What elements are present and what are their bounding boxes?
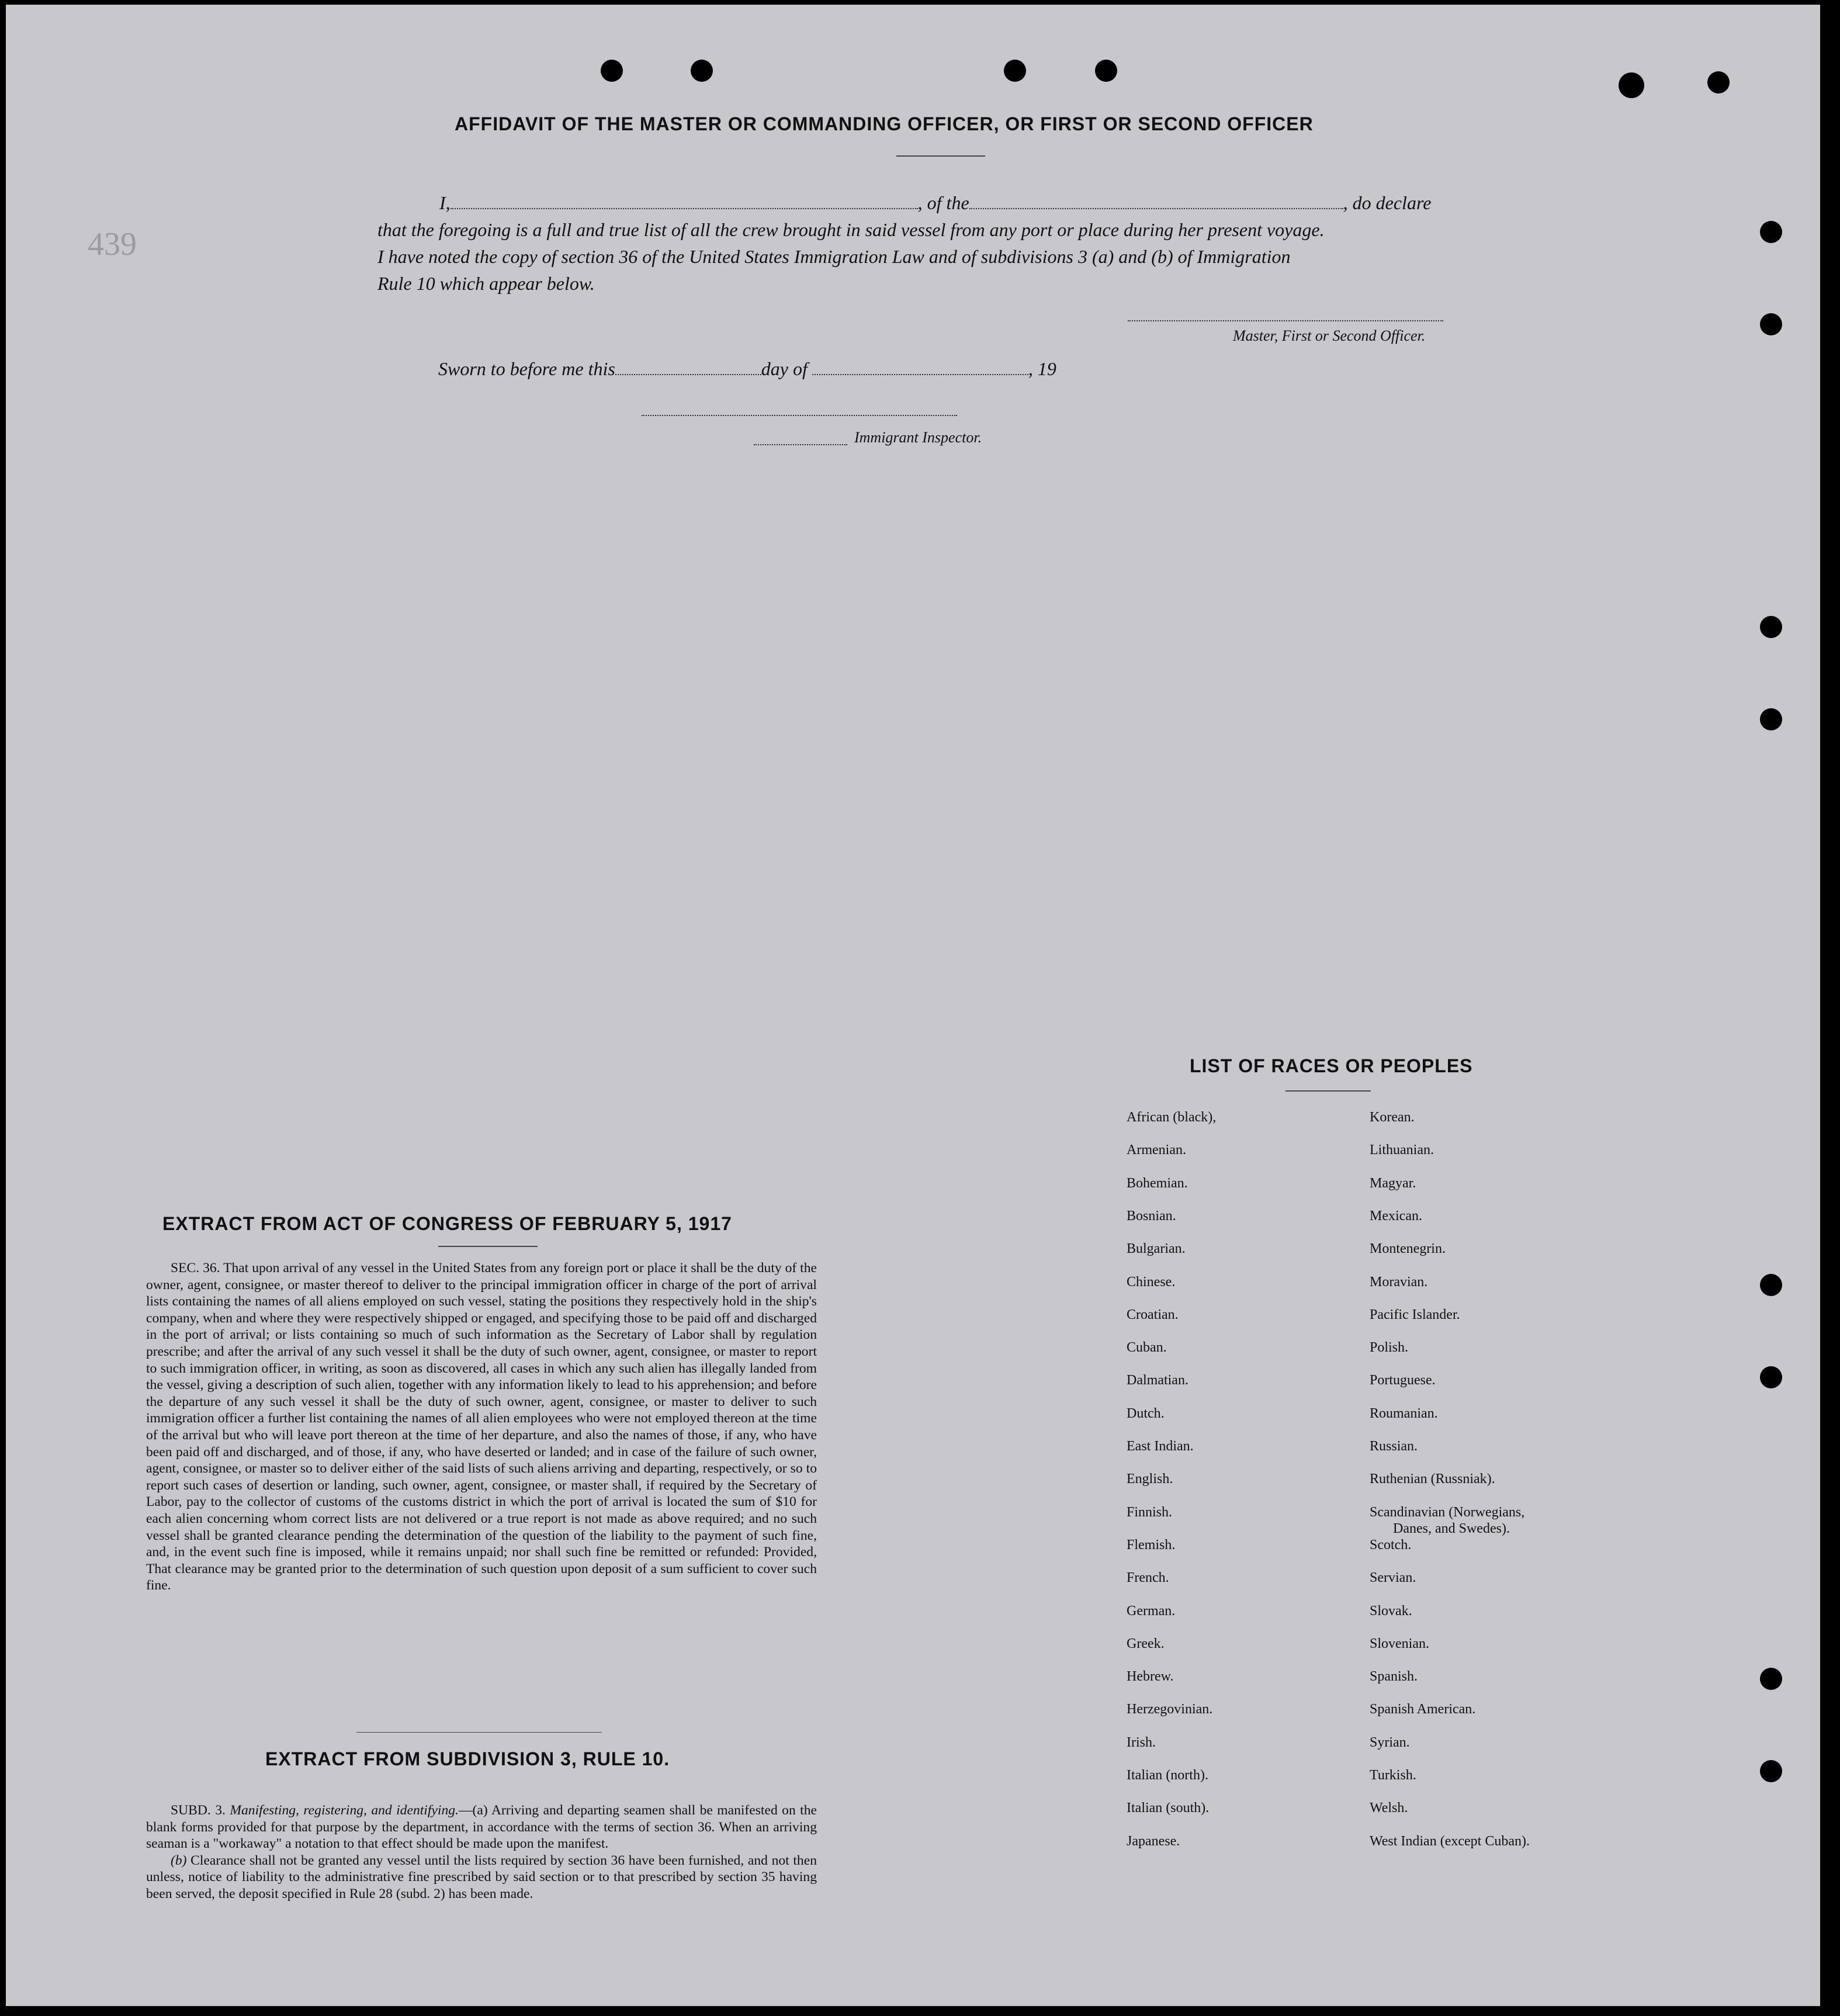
race-item: Spanish. [1370, 1669, 1418, 1685]
sworn-year: , 19 [1028, 358, 1056, 379]
race-item: Turkish. [1370, 1768, 1416, 1783]
race-item: African (black), [1127, 1110, 1217, 1125]
race-item: Syrian. [1370, 1734, 1410, 1750]
race-item: Japanese. [1127, 1833, 1180, 1849]
race-item: Flemish. [1127, 1537, 1176, 1553]
punch-hole [1095, 60, 1117, 82]
race-item: Danes, and Swedes). [1393, 1520, 1510, 1536]
race-item: Korean. [1370, 1110, 1415, 1125]
race-item: West Indian (except Cuban). [1370, 1833, 1530, 1849]
document-page [6, 5, 1820, 2006]
race-item: Hebrew. [1127, 1669, 1174, 1685]
punch-hole [691, 60, 713, 82]
race-item: German. [1127, 1603, 1176, 1619]
act-extract-title-rule [438, 1246, 538, 1247]
sworn-day-label: day of [761, 358, 808, 379]
affidavit-line-1 [377, 189, 1488, 216]
sworn-line [438, 355, 1198, 382]
master-signature-line[interactable] [1128, 320, 1443, 321]
race-item: Cuban. [1127, 1340, 1167, 1356]
rule-extract-body [146, 1802, 817, 1903]
race-item: Mexican. [1370, 1208, 1422, 1224]
affidavit-line-3: I have noted the copy of section 36 of the United States Immigration Law and of subdivisions 3 (a) and (b) of Immigration [377, 246, 1291, 267]
race-item: Herzegovinian. [1127, 1702, 1213, 1717]
punch-hole [1760, 1366, 1782, 1388]
race-item: Bulgarian. [1127, 1241, 1186, 1257]
affidavit-line-4: Rule 10 which appear below. [377, 273, 595, 294]
race-item: Dalmatian. [1127, 1373, 1188, 1388]
rule-extract-title-rule [356, 1732, 602, 1733]
race-item: Welsh. [1370, 1800, 1408, 1816]
inspector-short-line [754, 444, 847, 445]
race-item: Croatian. [1127, 1307, 1179, 1322]
race-item: Dutch. [1127, 1405, 1165, 1421]
affidavit-title-rule [896, 155, 985, 157]
inspector-signature-line[interactable] [642, 415, 957, 416]
race-item: Spanish American. [1370, 1702, 1476, 1717]
races-title: LIST OF RACES OR PEOPLES [1190, 1055, 1473, 1076]
race-item: Montenegrin. [1370, 1241, 1446, 1257]
punch-hole [601, 60, 623, 82]
act-extract-title: EXTRACT FROM ACT OF CONGRESS OF FEBRUARY 5, 1917 [162, 1213, 732, 1234]
subdivision-b-text [146, 1852, 817, 1903]
punch-hole [1707, 71, 1730, 93]
affidavit-of-the: , of the [917, 192, 969, 213]
subd-b-body: Clearance shall not be granted any vessel until the lists required by section 36 have been furnished, and not then unless, notice of liability to the administrative fine prescribed by said section or to that prescribed by section 35 having been served, the deposit specified in Rule 28 (subd. 2) has been made. [146, 1852, 817, 1901]
punch-hole [1004, 60, 1026, 82]
race-item: Lithuanian. [1370, 1142, 1434, 1158]
race-item: Greek. [1127, 1636, 1165, 1651]
race-item: Roumanian. [1370, 1405, 1438, 1421]
name-blank[interactable] [451, 194, 918, 209]
race-item: Finnish. [1127, 1504, 1173, 1520]
subd-heading: Manifesting, registering, and identifying. [230, 1803, 459, 1818]
race-item: Pacific Islander. [1370, 1307, 1460, 1322]
race-item: Italian (south). [1127, 1800, 1210, 1816]
sworn-month-blank[interactable] [812, 360, 1028, 375]
punch-hole [1760, 708, 1782, 730]
races-title-rule [1285, 1090, 1371, 1092]
subd-prefix: SUBD. 3. [171, 1803, 230, 1818]
act-extract-body [146, 1260, 817, 1594]
race-item: Magyar. [1370, 1175, 1416, 1191]
affidavit-declare: , do declare [1343, 192, 1432, 213]
race-item: Slovenian. [1370, 1636, 1429, 1651]
race-item: Scandinavian (Norwegians, [1370, 1504, 1525, 1520]
race-item: Chinese. [1127, 1274, 1176, 1290]
vessel-blank[interactable] [969, 194, 1343, 209]
affidavit-i: I, [439, 192, 451, 213]
sworn-day-blank[interactable] [615, 360, 761, 375]
race-item: Portuguese. [1370, 1373, 1436, 1388]
punch-hole [1760, 1668, 1782, 1690]
sworn-prefix: Sworn to before me this [438, 358, 615, 379]
master-signature-label: Master, First or Second Officer. [1233, 327, 1426, 344]
race-item: East Indian. [1127, 1439, 1194, 1454]
punch-hole [1760, 1760, 1782, 1782]
race-item: Irish. [1127, 1734, 1156, 1750]
punch-hole [1760, 1274, 1782, 1296]
subdivision-a-text [146, 1802, 817, 1852]
inspector-label: Immigrant Inspector. [854, 429, 982, 446]
race-item: Bosnian. [1127, 1208, 1176, 1224]
punch-hole [1760, 221, 1782, 243]
section-36-text: SEC. 36. That upon arrival of any vessel in the United States from any foreign port or place it shall be the duty of the owner, agent, consignee, or master thereof to deliver to the principal immigration officer in charge of the port of arrival lists containing the names of all aliens employed on such vessel, stating the positions they respectively hold in the ship's company, when and where they were respectively shipped or engaged, and specifying those to be paid off and discharged in the port of arrival; or lists containing so much of such information as the Secretary of Labor shall by regulation prescribe; and after the arrival of any such vessel it shall be the duty of such owner, agent, consignee, or master to report to such immigration officer, in writing, as soon as discovered, all cases in which any such alien has illegally landed from the vessel, giving a description of such alien, together with any information likely to lead to his apprehension; and before the departure of any such vessel it shall be the duty of such owner, agent, consignee, or master to deliver to such immigration officer a further list containing the names of all alien employees who were not employed thereon at the time of the arrival but who will leave port thereon at the time of her departure, and also the names of those, if any, who have been paid off and discharged, and of those, if any, who have deserted or landed; and in case of the failure of such owner, agent, consignee, or master so to deliver either of the said lists of such aliens arriving and departing, respectively, or so to report such cases of desertion or landing, such owner, agent, consignee, or master shall, if required by the Secretary of Labor, pay to the collector of customs of the customs district in which the port of arrival is located the sum of $10 for each alien concerning whom correct lists are not delivered or a true report is not made as above required; and no such vessel shall be granted clearance pending the determination of the question of the liability to the payment of such fine, and, in the event such fine is imposed, while it remains unpaid; nor shall such fine be remitted or refunded: Provided, That clearance may be granted prior to the determination of such question upon deposit of a sum sufficient to cover such fine. [146, 1260, 817, 1594]
race-item: Ruthenian (Russniak). [1370, 1471, 1495, 1487]
punch-hole [1760, 313, 1782, 335]
subd-b-label: (b) [171, 1852, 187, 1868]
race-item: Italian (north). [1127, 1768, 1208, 1783]
race-item: Armenian. [1127, 1142, 1186, 1158]
race-item: Scotch. [1370, 1537, 1412, 1553]
race-item: Polish. [1370, 1340, 1409, 1356]
race-item: Moravian. [1370, 1274, 1428, 1290]
subd-a-body: —(a) Arriving and departing seamen shall be manifested on the blank forms provided for that purpose by the department, in accordance with the terms of section 36. When an arriving seaman is a "workaway" a notation to that effect should be made upon the manifest. [146, 1803, 817, 1852]
race-item: French. [1127, 1570, 1169, 1586]
race-item: Bohemian. [1127, 1175, 1188, 1191]
affidavit-line-2: that the foregoing is a full and true list of all the crew brought in said vessel from any port or place during her present voyage. [377, 219, 1325, 240]
rule-extract-title: EXTRACT FROM SUBDIVISION 3, RULE 10. [265, 1748, 670, 1769]
punch-hole [1760, 616, 1782, 638]
punch-hole [1619, 72, 1644, 98]
race-item: Slovak. [1370, 1603, 1412, 1619]
race-item: English. [1127, 1471, 1173, 1487]
race-item: Servian. [1370, 1570, 1416, 1586]
affidavit-title: AFFIDAVIT OF THE MASTER OR COMMANDING OFFICER, OR FIRST OR SECOND OFFICER [455, 113, 1314, 134]
race-item: Russian. [1370, 1439, 1418, 1454]
margin-mark: 439 [88, 226, 137, 262]
